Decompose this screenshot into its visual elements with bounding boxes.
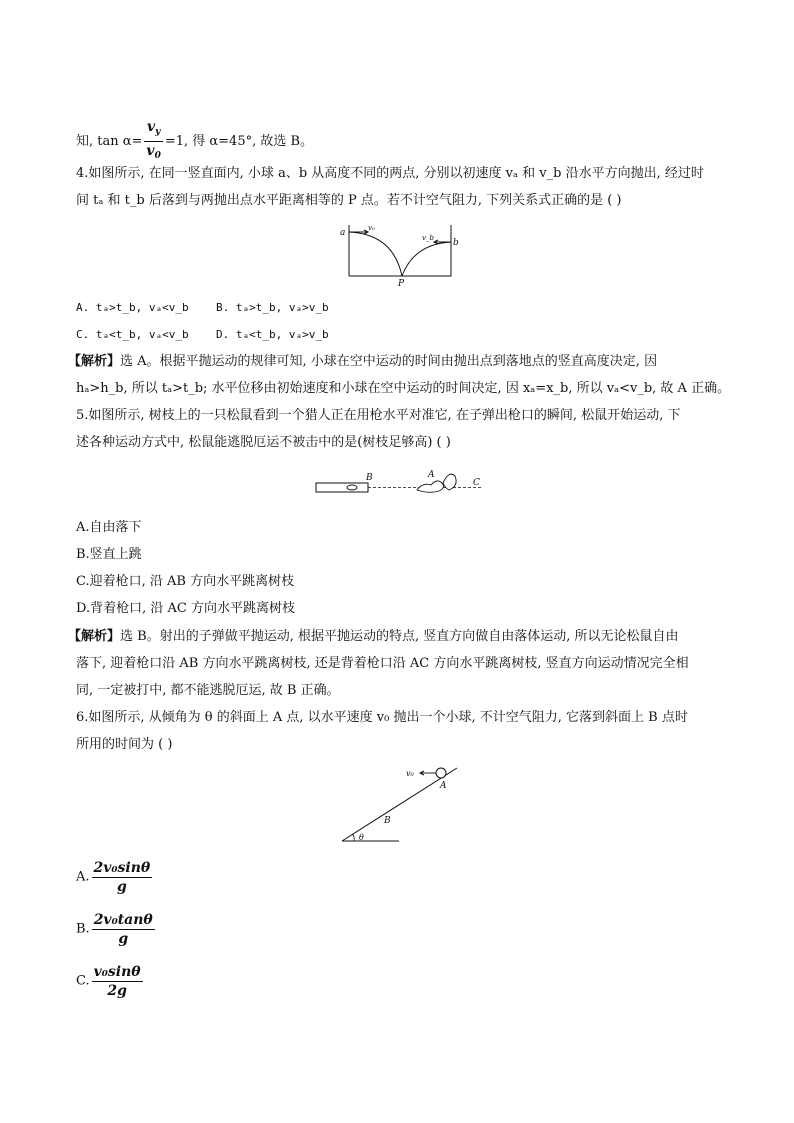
q5-figure (313, 466, 493, 506)
q6-stem-line2: 所用的时间为 ( ) (76, 737, 173, 752)
frac-den-sub: 0 (154, 151, 161, 161)
q4-label-p: P (398, 279, 405, 289)
prev-answer-prefix: 知, tan α= (76, 134, 143, 149)
q5-stem-line1: 5.如图所示, 树枝上的一只松鼠看到一个猎人正在用枪水平对准它, 在子弹出枪口的瞬间, 松鼠开始运动, 下 (76, 408, 681, 423)
q4-analysis-line2: hₐ>h_b, 所以 tₐ>t_b; 水平位移由初始速度和小球在空中运动的时间决定, 因 xₐ=x_b, 所以 vₐ<v_b, 故 A 正确。 (76, 381, 731, 396)
q5-option-d: D.背着枪口, 沿 AC 方向水平跳离树枝 (76, 601, 295, 616)
prev-answer-suffix: =1, 得 α=45°, 故选 B。 (164, 134, 314, 149)
q6-option-c-label: C. (76, 973, 90, 989)
q6-option-a-label: A. (76, 869, 90, 885)
q4-figure (338, 220, 458, 290)
q6-option-c-den: 2g (107, 983, 127, 999)
q6-stem-line1: 6.如图所示, 从倾角为 θ 的斜面上 A 点, 以水平速度 v₀ 抛出一个小球, 不计空气阻力, 它落到斜面上 B 点时 (76, 710, 688, 725)
q5-analysis-line3: 同, 一定被打中, 都不能逃脱厄运, 故 B 正确。 (76, 683, 340, 698)
q6-option-b-den: g (118, 931, 129, 947)
q6-option-b-label: B. (76, 921, 90, 937)
q6-incline (342, 768, 457, 841)
q5-option-a: A.自由落下 (76, 520, 142, 535)
q4-option-b: B. tₐ>t_b, vₐ>v_b (216, 301, 329, 314)
q6-label-v0: v₀ (406, 769, 414, 778)
q6-option-a-fraction (92, 859, 153, 896)
frac-den: v (146, 143, 155, 159)
q5-analysis-line1 (68, 628, 679, 646)
q6-option-a (76, 859, 154, 896)
q5-label-a: A (428, 470, 435, 480)
q4-trajectory-b (402, 242, 451, 276)
q6-ball (436, 768, 446, 778)
q5-stem-line2: 述各种运动方式中, 松鼠能逃脱厄运不被击中的是(树枝足够高) ( ) (76, 435, 451, 450)
q4-label-a: a (340, 228, 346, 238)
q6-figure (340, 764, 465, 846)
q6-option-a-num: 2v₀sinθ (93, 860, 151, 876)
frac-num-sub: y (155, 127, 161, 137)
q6-option-b-fraction (92, 911, 155, 948)
q5-gun-scope (347, 485, 357, 490)
q4-option-a: A. tₐ>t_b, vₐ<v_b (76, 301, 189, 314)
q6-option-c-num: v₀sinθ (93, 964, 141, 980)
q5-option-b: B.竖直上跳 (76, 547, 142, 562)
q4-stem-line2: 间 tₐ 和 t_b 后落到与两抛出点水平距离相等的 P 点。若不计空气阻力, 下列关系式正确的是 ( ) (76, 193, 622, 208)
q6-option-a-den: g (117, 879, 127, 895)
q6-label-a: A (440, 781, 447, 791)
q5-analysis-tag: 【解析】 (68, 629, 121, 644)
q5-label-c: C (473, 478, 480, 488)
q4-label-vb: v_b (422, 234, 434, 242)
prev-answer-line (76, 118, 313, 165)
q6-option-b (76, 911, 157, 948)
q4-analysis-tag: 【解析】 (68, 354, 121, 369)
q4-trajectory-a (349, 232, 402, 276)
q6-option-c-fraction (92, 963, 143, 1000)
q4-option-d: D. tₐ<t_b, vₐ>v_b (216, 328, 329, 341)
q5-analysis-text1: 选 B。射出的子弹做平抛运动, 根据平抛运动的特点, 竖直方向做自由落体运动, 所以无论松鼠自由 (120, 629, 679, 644)
q4-analysis-line1 (68, 353, 657, 371)
q6-option-c (76, 963, 145, 1000)
q6-label-b: B (384, 816, 391, 826)
q5-gun-barrel (316, 483, 368, 492)
q5-analysis-line2: 落下, 迎着枪口沿 AB 方向水平跳离树枝, 还是背着枪口沿 AC 方向水平跳离树枝, 竖直方向运动情况完全相 (76, 656, 689, 671)
q5-label-b: B (366, 473, 373, 483)
q6-label-theta: θ (359, 833, 364, 842)
q4-label-va: v₀ (368, 224, 375, 232)
q4-option-c: C. tₐ<t_b, vₐ<v_b (76, 328, 189, 341)
fraction-vy-v0 (144, 118, 162, 165)
q4-stem-line1: 4.如图所示, 在同一竖直面内, 小球 a、b 从高度不同的两点, 分别以初速度 vₐ 和 v_b 沿水平方向抛出, 经过时 (76, 166, 704, 181)
frac-num: v (146, 119, 156, 135)
q6-option-b-num: 2v₀tanθ (93, 912, 153, 928)
q5-option-c: C.迎着枪口, 沿 AB 方向水平跳离树枝 (76, 574, 295, 589)
q6-angle-arc (352, 834, 354, 841)
q5-squirrel-body (417, 481, 443, 492)
q4-analysis-text1: 选 A。根据平抛运动的规律可知, 小球在空中运动的时间由抛出点到落地点的竖直高度决定, 因 (120, 354, 658, 369)
q4-label-b: b (453, 238, 459, 248)
